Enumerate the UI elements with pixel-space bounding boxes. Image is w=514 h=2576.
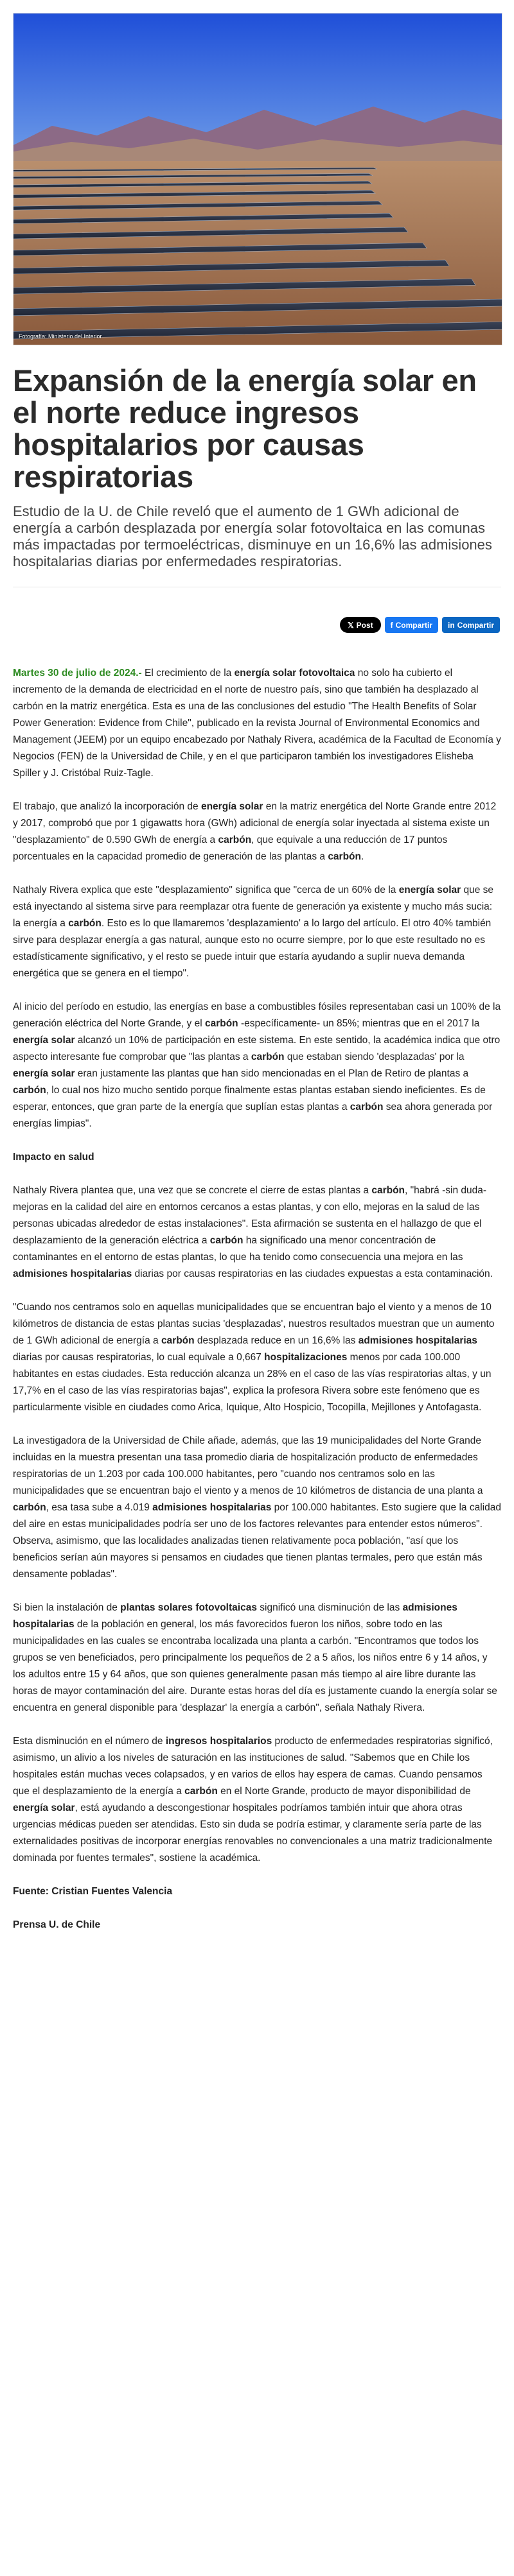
bold-keyword: energía solar xyxy=(13,1802,75,1813)
bold-keyword: carbón xyxy=(13,1085,46,1096)
paragraph-text xyxy=(13,668,501,779)
text-run: , que equivale a una reducción de 17 puntos porcentuales en la capacidad promedio de generación de las plantas a xyxy=(13,834,448,862)
text-run: El trabajo, que analizó la incorporación de xyxy=(13,801,201,812)
text-run: Esta disminución en el número de xyxy=(13,1736,166,1747)
text-run: ha significado una menor concentración de contaminantes en el entorno de estas plantas, lo que ha tenido como consecuencia una mejora en las xyxy=(13,1235,463,1263)
bold-keyword: energía solar xyxy=(13,1035,75,1046)
source-credit: Fuente: Cristian Fuentes Valencia xyxy=(13,1886,173,1897)
bold-keyword: admisiones hospitalarias xyxy=(13,1602,457,1630)
bold-keyword: hospitalizaciones xyxy=(264,1352,348,1363)
text-run: Al inicio del período en estudio, las energías en base a combustibles fósiles representaban casi un 100% de la generación eléctrica del Norte Grande, y el xyxy=(13,1001,501,1029)
paragraph-4 xyxy=(13,999,501,1132)
text-run: que estaban siendo 'desplazadas' por la xyxy=(284,1051,465,1062)
text-run: , lo cual nos hizo mucho sentido porque finalmente estas plantas estaban siendo ineficientes. Es de esperar, entonces, que gran parte de la energía que suplían estas plantas a xyxy=(13,1085,486,1112)
bold-keyword: carbón xyxy=(184,1786,218,1797)
facebook-logo-icon: f xyxy=(390,620,393,630)
text-run: Nathaly Rivera explica que este "desplazamiento" significa que "cerca de un 60% de la xyxy=(13,885,399,895)
facebook-share-label: Compartir xyxy=(395,620,432,630)
linkedin-share-button[interactable] xyxy=(442,617,500,633)
text-run: "Cuando nos centramos solo en aquellas municipalidades que se encuentran bajo el viento y a menos de 10 kilómetros de distancia de estas plantas sucias 'desplazadas', nuestros resultados muestran que un aumento de 1 GWh adicional de energía a xyxy=(13,1302,495,1346)
paragraph-6 xyxy=(13,1299,501,1416)
text-run: por 100.000 habitantes. Esto sugiere que la calidad del aire en estas municipalidades podría ser uno de los factores relevantes para entender estos números". Observa, asimismo, que las localidades analizadas tienen relativamente poca población, "así que los beneficios serían aún mayores si pensamos en ciudades que tienen plantas termales, pero que están más densamente pobladas". xyxy=(13,1502,501,1580)
bold-keyword: carbón xyxy=(328,851,361,862)
text-run: en el Norte Grande, producto de mayor disponibilidad de xyxy=(217,1786,471,1797)
bold-keyword: carbón xyxy=(161,1335,195,1346)
bold-keyword: carbón xyxy=(68,918,102,929)
x-logo-icon: 𝕏 xyxy=(347,620,354,630)
paragraph-8 xyxy=(13,1600,501,1716)
text-run: desplazada reduce en un 16,6% las xyxy=(194,1335,359,1346)
solar-farm-photo xyxy=(13,13,502,345)
paragraph-5 xyxy=(13,1182,501,1283)
text-run: Nathaly Rivera plantea que, una vez que se concrete el cierre de estas plantas a xyxy=(13,1185,372,1196)
text-run: de la población en general, los más favorecidos fueron los niños, sobre todo en las municipalidades en las cuales se encontraba localizada una planta a carbón. "Encontramos que todos los grupos se ven beneficiados, pero principalmente los pequeños de 2 a 5 años, los niños entre 6 y 14 años, y los adultos entre 15 y 64 años, que son quienes generalmente pasan más tiempo al aire libre durante las horas de mayor contaminación del aire. Durante estas horas del día es justamente cuando la energía solar se encuentra en general disponible para 'desplazar' la energía a carbón", señala Nathaly Rivera. xyxy=(13,1619,497,1713)
x-share-button[interactable] xyxy=(340,617,381,633)
bold-keyword: energía solar xyxy=(200,801,263,812)
source-outlet: Prensa U. de Chile xyxy=(13,1919,101,1930)
bold-keyword: admisiones hospitalarias xyxy=(13,1268,132,1279)
share-bar xyxy=(13,617,501,633)
hero-image xyxy=(13,13,502,345)
bold-keyword: carbón xyxy=(218,834,252,845)
bold-keyword: admisiones hospitalarias xyxy=(152,1502,272,1513)
photo-credit: Fotografía: Ministerio del Interior xyxy=(19,333,102,340)
text-run: -específicamente- un 85%; mientras que en el 2017 la xyxy=(238,1018,480,1029)
bold-keyword: carbón xyxy=(209,1235,244,1246)
text-run: menos por cada 100.000 habitantes en estas ciudades. Esta reducción alcanza un 28% en el caso de las vías respiratorias altas, y un 17,7% en el caso de las vías respiratorias bajas", explica la profesora Rivera sobre este fenómeno que es particularmente visible en ciudades como Arica, Iquique, Alto Hospicio, Tocopilla, Mejillones y Antofagasta. xyxy=(13,1352,492,1413)
bold-keyword: carbón xyxy=(204,1018,238,1029)
text-run: La investigadora de la Universidad de Chile añade, además, que las 19 municipalidades del Norte Grande incluidas en la muestra presentan una tasa promedio diaria de hospitalización producto de enfermedades respiratorias de un 1.203 por cada 100.000 habitantes, pero "cuando nos centramos solo en las municipalidades que se encuentran bajo el viento y a menos de 10 kilómetros de distancia de una planta a xyxy=(13,1435,483,1496)
paragraph-2 xyxy=(13,799,501,865)
text-run: , esa tasa sube a 4.019 xyxy=(46,1502,153,1513)
text-run: que se está inyectando al sistema sirve para reemplazar otra fuente de generación ya existente y mucho más sucia: la energía a xyxy=(13,885,494,929)
paragraph-1 xyxy=(13,665,501,782)
text-run: eran justamente las plantas que han sido mencionadas en el Plan de Retiro de plantas a xyxy=(75,1068,469,1079)
text-run: alcanzó un 10% de participación en este sistema. En este sentido, la académica indica que otro aspecto interesante fue comprobar que "las plantas a xyxy=(13,1035,501,1062)
page-title: Expansión de la energía solar en el norte reduce ingresos hospitalarios por causas respiratorias xyxy=(13,363,477,494)
bold-keyword: energía solar xyxy=(398,885,461,895)
bold-keyword: admisiones hospitalarias xyxy=(358,1335,477,1346)
article-page xyxy=(13,0,501,1933)
text-run: en la matriz energética del Norte Grande entre 2012 y 2017, comprobó que por 1 gigawatts hora (GWh) adicional de energía solar inyectada al sistema existe un "desplazamiento" de 0.590 GWh de energía a xyxy=(13,801,497,845)
bold-keyword: carbón xyxy=(13,1502,46,1513)
text-run: no solo ha cubierto el incremento de la demanda de electricidad en el norte de nuestro país, sino que también ha desplazado al carbón en la matriz energética. Esta es una de las conclusiones del estudio "The Health Benefits of Solar Power Generation: Evidence from Chile", publicado en la revista Journal of Environmental Economics and Management (JEEM) por un equipo encabezado por Nathaly Rivera, académica de la Facultad de Economía y Negocios (FEN) de la Universidad de Chile, y en el que participaron también los investigadores Elisheba Spiller y J. Cristóbal Ruiz-Tagle. xyxy=(13,668,501,779)
paragraph-3 xyxy=(13,882,501,982)
x-share-label: Post xyxy=(356,620,373,630)
paragraph-9 xyxy=(13,1733,501,1867)
text-run: diarias por causas respiratorias, lo cual equivale a 0,667 xyxy=(13,1352,265,1363)
article-date: Martes 30 de julio de 2024.- xyxy=(13,668,142,679)
text-run: producto de enfermedades respiratorias significó, asimismo, un alivio a los niveles de saturación en las instituciones de salud. "Sabemos que en Chile los hospitales están muchas veces colapsados, y en varios de ellos hay espera de camas. Cuando pensamos que el desplazamiento de la energía a xyxy=(13,1736,493,1797)
text-run: diarias por causas respiratorias en las ciudades expuestas a esta contaminación. xyxy=(132,1268,493,1279)
text-run: sea ahora generada por energías limpias". xyxy=(13,1102,493,1129)
text-run: significó una disminución de las xyxy=(256,1602,403,1613)
bold-keyword: carbón xyxy=(371,1185,405,1196)
linkedin-share-label: Compartir xyxy=(457,620,494,630)
text-run: , está ayudando a descongestionar hospitales podríamos también intuir que ahora otras urgencias médicas pueden ser atendidas. Esto sin duda se podría estimar, y claramente sería parte de las externalidades positivas de incorporar energías renovables no convencionales a una matriz tradicionalmente dominada por fuentes termales", sostiene la académica. xyxy=(13,1802,493,1863)
section-heading: Impacto en salud xyxy=(13,1152,94,1163)
text-run: Si bien la instalación de xyxy=(13,1602,121,1613)
article-lead: Estudio de la U. de Chile reveló que el aumento de 1 GWh adicional de energía a carbón desplazada por energía solar fotovoltaica en las comunas más impactadas por termoeléctricas, disminuye en un 16,6% las admisiones hospitalarias diarias por enfermedades respiratorias. xyxy=(13,503,492,569)
paragraph-7 xyxy=(13,1433,501,1583)
text-run: , "habrá -sin duda- mejoras en la calidad del aire en entornos cercanos a estas plantas, y con ello, mejoras en la salud de las personas ubicadas alrededor de estas instalaciones". Esta afirmación se sustenta en el hallazgo de que el desplazamiento de la generación eléctrica a xyxy=(13,1185,487,1246)
bold-keyword: ingresos hospitalarios xyxy=(165,1736,272,1747)
bold-keyword: carbón xyxy=(350,1102,384,1112)
linkedin-logo-icon: in xyxy=(447,620,455,630)
bold-keyword: energía solar xyxy=(13,1068,75,1079)
text-run: . xyxy=(361,851,364,862)
article-body xyxy=(13,665,501,1933)
facebook-share-button[interactable] xyxy=(385,617,438,633)
text-run: . Esto es lo que llamaremos 'desplazamiento' a lo largo del artículo. El otro 40% también sirve para desplazar energía a gas natural, aunque esto no ocurre siempre, por lo que este resultado no es estadísticamente significativo, y el resto se puede intuir que estaría ayudando a suplir nueva demanda energética que se genera en el tiempo". xyxy=(13,918,492,979)
bold-keyword: carbón xyxy=(251,1051,285,1062)
bold-keyword: energía solar fotovoltaica xyxy=(234,668,355,679)
bold-keyword: plantas solares fotovoltaicas xyxy=(120,1602,257,1613)
text-run: El crecimiento de la xyxy=(141,668,235,679)
